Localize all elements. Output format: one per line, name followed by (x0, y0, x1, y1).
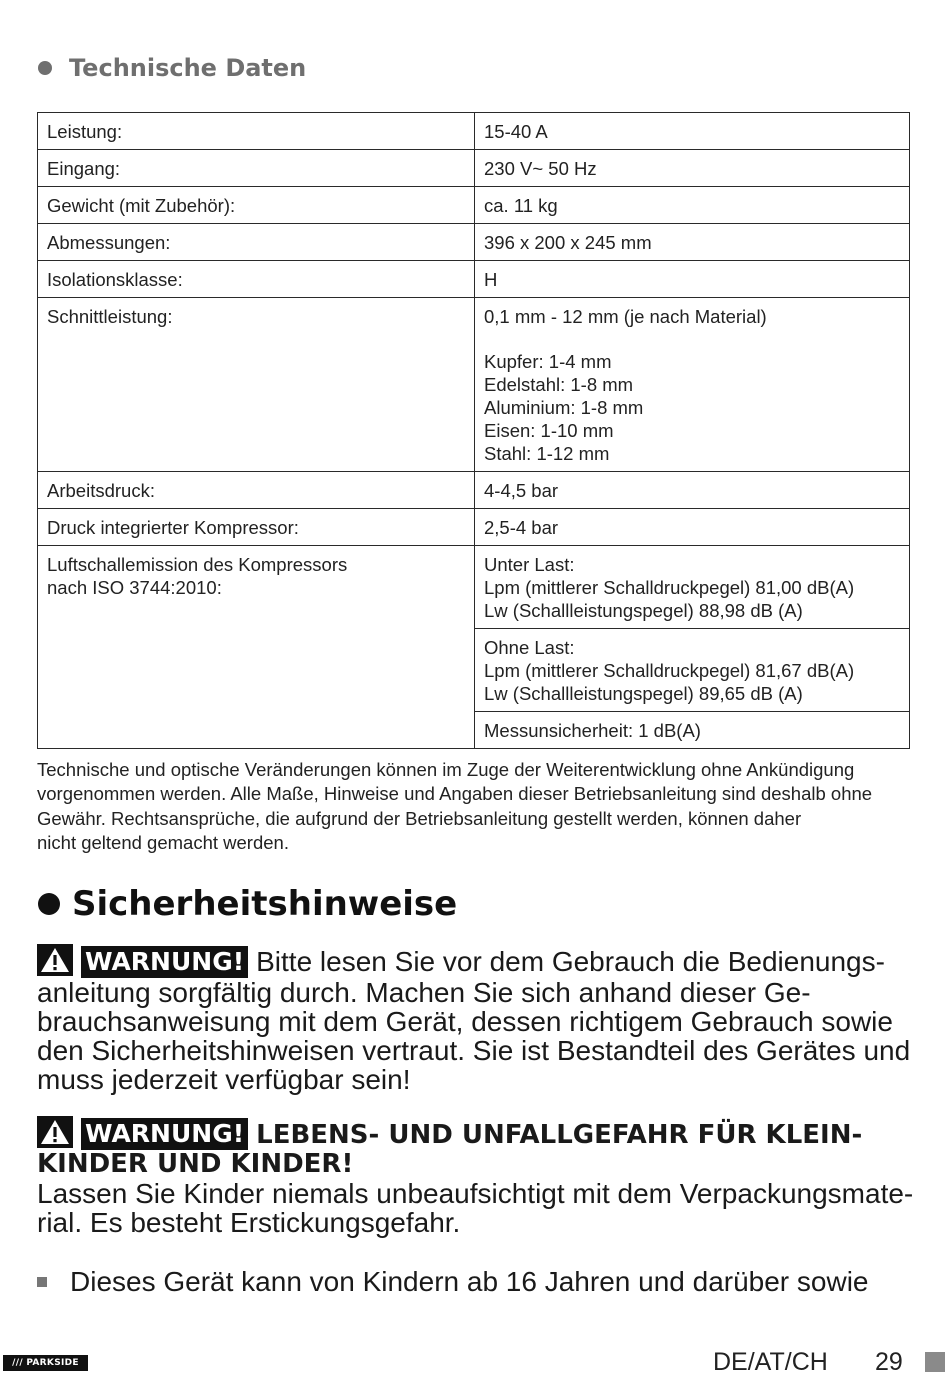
warning-heading-line: LEBENS- UND UNFALLGEFAHR FÜR KLEIN- (256, 1120, 863, 1150)
warning-first-line (37, 944, 917, 978)
table-row-cutting (38, 298, 910, 472)
warning-label: WARNUNG! (81, 1118, 248, 1150)
cutting-range: 0,1 mm - 12 mm (je nach Material) (484, 306, 767, 327)
spec-label: Druck integrierter Kompressor: (38, 509, 475, 546)
spec-value: 15-40 A (475, 113, 910, 150)
disclaimer-note (37, 758, 917, 856)
spec-label: Eingang: (38, 150, 475, 187)
footer-language: DE/AT/CH (713, 1348, 828, 1376)
warning-triangle-icon (37, 944, 73, 976)
warning-triangle-icon (37, 1116, 73, 1148)
table-row (38, 187, 910, 224)
spec-value: 396 x 200 x 245 mm (475, 224, 910, 261)
spec-label: Abmessungen: (38, 224, 475, 261)
bullet-text: Dieses Gerät kann von Kindern ab 16 Jahren und darüber sowie (70, 1266, 869, 1297)
spec-label-noise (38, 546, 475, 749)
spec-label: Leistung: (38, 113, 475, 150)
page-number: 29 (875, 1348, 903, 1376)
warning-heading-line: KINDER UND KINDER! (37, 1149, 354, 1179)
brand-logo: /// PARKSIDE (3, 1355, 88, 1371)
noise-label-line: nach ISO 3744:2010: (47, 577, 222, 598)
noise-no-load (475, 629, 910, 712)
noise-line: Lpm (mittlerer Schalldruckpegel) 81,67 dB(A) (484, 660, 855, 681)
noise-line: Lw (Schallleistungspegel) 88,98 dB (A) (484, 600, 803, 621)
table-row (38, 472, 910, 509)
warning-block-manual (37, 944, 917, 1094)
material-line: Edelstahl: 1-8 mm (484, 374, 634, 395)
spec-value: ca. 11 kg (475, 187, 910, 224)
section-title: Technische Daten (69, 54, 307, 82)
noise-uncertainty: Messunsicherheit: 1 dB(A) (475, 712, 910, 749)
spec-value: H (475, 261, 910, 298)
safety-heading (38, 884, 457, 924)
material-line: Kupfer: 1-4 mm (484, 351, 612, 372)
bullet-dot-icon (38, 893, 60, 915)
warning-label: WARNUNG! (81, 946, 248, 978)
noise-label-line: Luftschallemission des Kompressors (47, 554, 348, 575)
spec-value-cutting (475, 298, 910, 472)
warning-text-line: muss jederzeit verfügbar sein! (37, 1064, 411, 1095)
noise-line: Lw (Schallleistungspegel) 89,65 dB (A) (484, 683, 803, 704)
spec-label: Gewicht (mit Zubehör): (38, 187, 475, 224)
table-row (38, 113, 910, 150)
noise-under-load (475, 546, 910, 629)
warning-text-line: Bitte lesen Sie vor dem Gebrauch die Bedienungs- (256, 946, 885, 977)
warning-text-line: rial. Es besteht Erstickungsgefahr. (37, 1207, 461, 1238)
warning-text-line: Lassen Sie Kinder niemals unbeaufsichtigt mit dem Verpackungsmate- (37, 1178, 914, 1209)
warning-block-children (37, 1116, 917, 1237)
spec-table (37, 112, 910, 749)
material-line: Aluminium: 1-8 mm (484, 397, 644, 418)
spec-label: Schnittleistung: (38, 298, 475, 472)
spec-label: Arbeitsdruck: (38, 472, 475, 509)
note-line: vorgenommen werden. Alle Maße, Hinweise und Angaben dieser Betriebsanleitung sind deshalb ohne (37, 783, 873, 805)
safety-title: Sicherheitshinweise (72, 884, 458, 924)
material-line: Stahl: 1-12 mm (484, 443, 610, 464)
spec-value: 230 V~ 50 Hz (475, 150, 910, 187)
noise-line: Ohne Last: (484, 637, 575, 658)
note-line: Gewähr. Rechtsansprüche, die aufgrund der Betriebsanleitung gestellt werden, können daher (37, 807, 802, 829)
note-line: Technische und optische Veränderungen können im Zuge der Weiterentwicklung ohne Ankündigung (37, 759, 855, 780)
note-line: nicht geltend gemacht werden. (37, 832, 289, 854)
warning-text-line: den Sicherheitshinweisen vertraut. Sie ist Bestandteil des Gerätes und (37, 1035, 911, 1066)
table-row (38, 261, 910, 298)
spec-value: 4-4,5 bar (475, 472, 910, 509)
noise-line: Unter Last: (484, 554, 575, 575)
spec-value: 2,5-4 bar (475, 509, 910, 546)
spec-label: Isolationsklasse: (38, 261, 475, 298)
noise-line: Lpm (mittlerer Schalldruckpegel) 81,00 dB(A) (484, 577, 855, 598)
material-line: Eisen: 1-10 mm (484, 420, 614, 441)
table-row (38, 509, 910, 546)
table-row (38, 150, 910, 187)
warning-text-line: anleitung sorgfältig durch. Machen Sie sich anhand dieser Ge- (37, 977, 811, 1008)
warning-text-line: brauchsanweisung mit dem Gerät, dessen richtigem Gebrauch sowie (37, 1006, 893, 1037)
section-heading-technical-data (38, 54, 306, 82)
table-row-noise-under-load (38, 546, 910, 629)
bullet-list-item (37, 1266, 869, 1298)
table-row (38, 224, 910, 261)
footer-square-icon (925, 1352, 945, 1372)
bullet-dot-icon (38, 61, 52, 75)
warning-first-line (37, 1116, 917, 1150)
square-bullet-icon (37, 1277, 47, 1287)
